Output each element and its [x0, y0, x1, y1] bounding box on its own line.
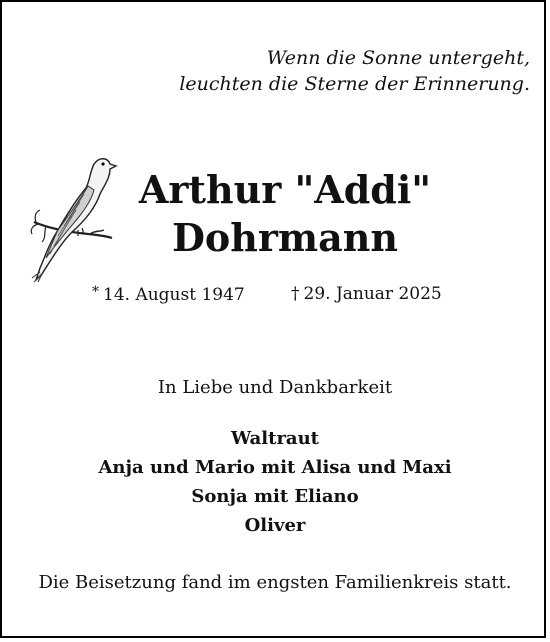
motto-line-2: leuchten die Sterne der Erinnerung. — [179, 73, 530, 95]
name-line-2: Dohrmann — [171, 215, 399, 260]
mourner-name: Waltraut — [230, 428, 319, 449]
death-date — [291, 284, 442, 304]
mourners-list — [0, 424, 550, 540]
deceased-name — [130, 166, 440, 262]
mourner-name: Oliver — [244, 515, 306, 536]
mourners-intro: In Liebe und Dankbarkeit — [157, 377, 393, 398]
dove-on-branch-icon — [28, 150, 120, 284]
birth-date — [92, 284, 245, 305]
mourner-name: Sonja mit Eliano — [191, 486, 359, 507]
death-date-text: 29. Januar 2025 — [303, 284, 442, 304]
birth-star-symbol: * — [92, 284, 99, 300]
name-line-1: Arthur "Addi" — [138, 167, 432, 212]
burial-note: Die Beisetzung fand im engsten Familienkreis statt. — [38, 572, 512, 593]
death-cross-symbol: † — [291, 284, 300, 304]
motto-line-1: Wenn die Sonne untergeht, — [266, 47, 530, 69]
birth-date-text: 14. August 1947 — [103, 285, 245, 305]
mourner-name: Anja und Mario mit Alisa und Maxi — [98, 457, 452, 478]
motto-quote — [179, 45, 530, 97]
